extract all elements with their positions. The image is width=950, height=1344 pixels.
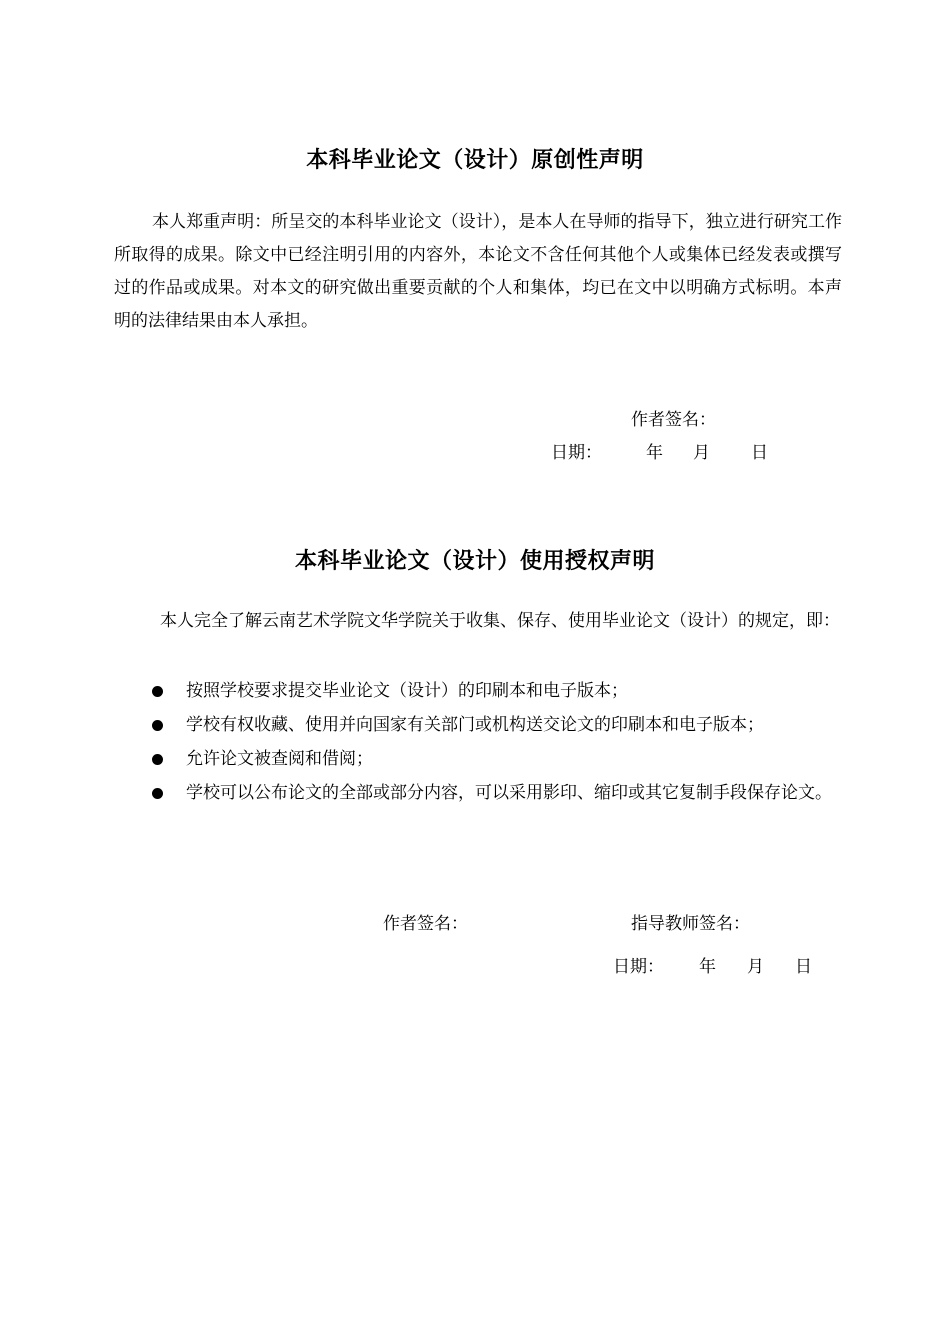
bullet-icon [152, 720, 163, 731]
list-item [150, 708, 870, 742]
originality-month-label: 月 [693, 443, 710, 463]
list-item [150, 742, 870, 776]
list-item-text: 学校有权收藏、使用并向国家有关部门或机构送交论文的印刷本和电子版本； [186, 715, 764, 735]
originality-title: 本科毕业论文（设计）原创性声明 [306, 148, 644, 173]
authorization-author-signature-label: 作者签名： [383, 914, 468, 934]
bullet-icon [152, 788, 163, 799]
bullet-icon [152, 686, 163, 697]
authorization-day-label: 日 [795, 957, 812, 977]
list-item-text: 按照学校要求提交毕业论文（设计）的印刷本和电子版本； [186, 681, 628, 701]
list-item [150, 674, 870, 708]
list-item-text: 允许论文被查阅和借阅； [186, 749, 373, 769]
authorization-title: 本科毕业论文（设计）使用授权声明 [294, 549, 655, 574]
originality-author-signature-label: 作者签名： [631, 410, 716, 430]
authorization-intro: 本人完全了解云南艺术学院文华学院关于收集、保存、使用毕业论文（设计）的规定，即： [160, 611, 840, 631]
originality-day-label: 日 [751, 443, 768, 463]
authorization-list [150, 674, 870, 810]
bullet-icon [152, 754, 163, 765]
originality-year-label: 年 [646, 443, 663, 463]
list-item [150, 776, 870, 810]
originality-body: 本人郑重声明：所呈交的本科毕业论文（设计），是本人在导师的指导下，独立进行研究工作所取得的成果。除文中已经注明引用的内容外，本论文不含任何其他个人或集体已经发表或撰写过的作品或成果。对本文的研究做出重要贡献的个人和集体，均已在文中以明确方式标明。本声明的法律结果由本人承担。 [114, 212, 842, 331]
originality-date-label: 日期： [551, 443, 602, 463]
authorization-advisor-signature-label: 指导教师签名： [631, 914, 750, 934]
authorization-date-label: 日期： [613, 957, 664, 977]
list-item-text: 学校可以公布论文的全部或部分内容，可以采用影印、缩印或其它复制手段保存论文。 [186, 783, 832, 803]
authorization-year-label: 年 [699, 957, 716, 977]
authorization-month-label: 月 [747, 957, 764, 977]
